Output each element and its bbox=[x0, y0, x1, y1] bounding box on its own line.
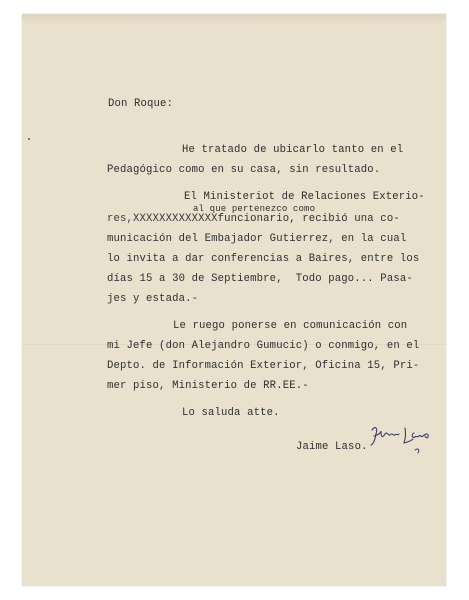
paragraph-2-line-4: lo invita a dar conferencias a Baires, entre los bbox=[107, 253, 420, 265]
paragraph-2-line-1: El Ministeriot de Relaciones Exterio- bbox=[184, 191, 425, 203]
paper-top-edge bbox=[22, 14, 446, 24]
salutation: Don Roque: bbox=[108, 98, 174, 110]
paragraph-3-line-4: mer piso, Ministerio de RR.EE.- bbox=[107, 380, 309, 392]
paragraph-3-line-3: Depto. de Información Exterior, Oficina 15, Pri- bbox=[107, 360, 420, 372]
paper-speck bbox=[28, 138, 30, 140]
closing: Lo saluda atte. bbox=[182, 407, 280, 419]
paragraph-2-line-2 bbox=[107, 213, 400, 225]
paragraph-2-line-3: municación del Embajador Gutierrez, en la cual bbox=[107, 233, 407, 245]
paragraph-2-line-6: jes y estada.- bbox=[107, 293, 199, 305]
paragraph-3-line-2: mi Jefe (don Alejandro Gumucic) o conmigo, en el bbox=[107, 340, 420, 352]
paragraph-1-line-2: Pedagógico como en su casa, sin resultado. bbox=[107, 164, 381, 176]
letter-page bbox=[22, 14, 446, 586]
paragraph-1-line-1: He tratado de ubicarlo tanto en el bbox=[182, 144, 404, 156]
line-2-remainder: funcionario, recibió una co- bbox=[217, 213, 400, 225]
handwritten-signature bbox=[368, 423, 434, 455]
paragraph-2-insertion: al que pertenezco como bbox=[193, 204, 316, 214]
typed-signature-name: Jaime Laso. bbox=[296, 441, 368, 453]
paragraph-2-line-5: días 15 a 30 de Septiembre, Todo pago... Pasa- bbox=[107, 273, 413, 285]
struck-text: res,XXXXXXXXXXXXX bbox=[107, 213, 218, 225]
paragraph-3-line-1: Le ruego ponerse en comunicación con bbox=[173, 320, 408, 332]
